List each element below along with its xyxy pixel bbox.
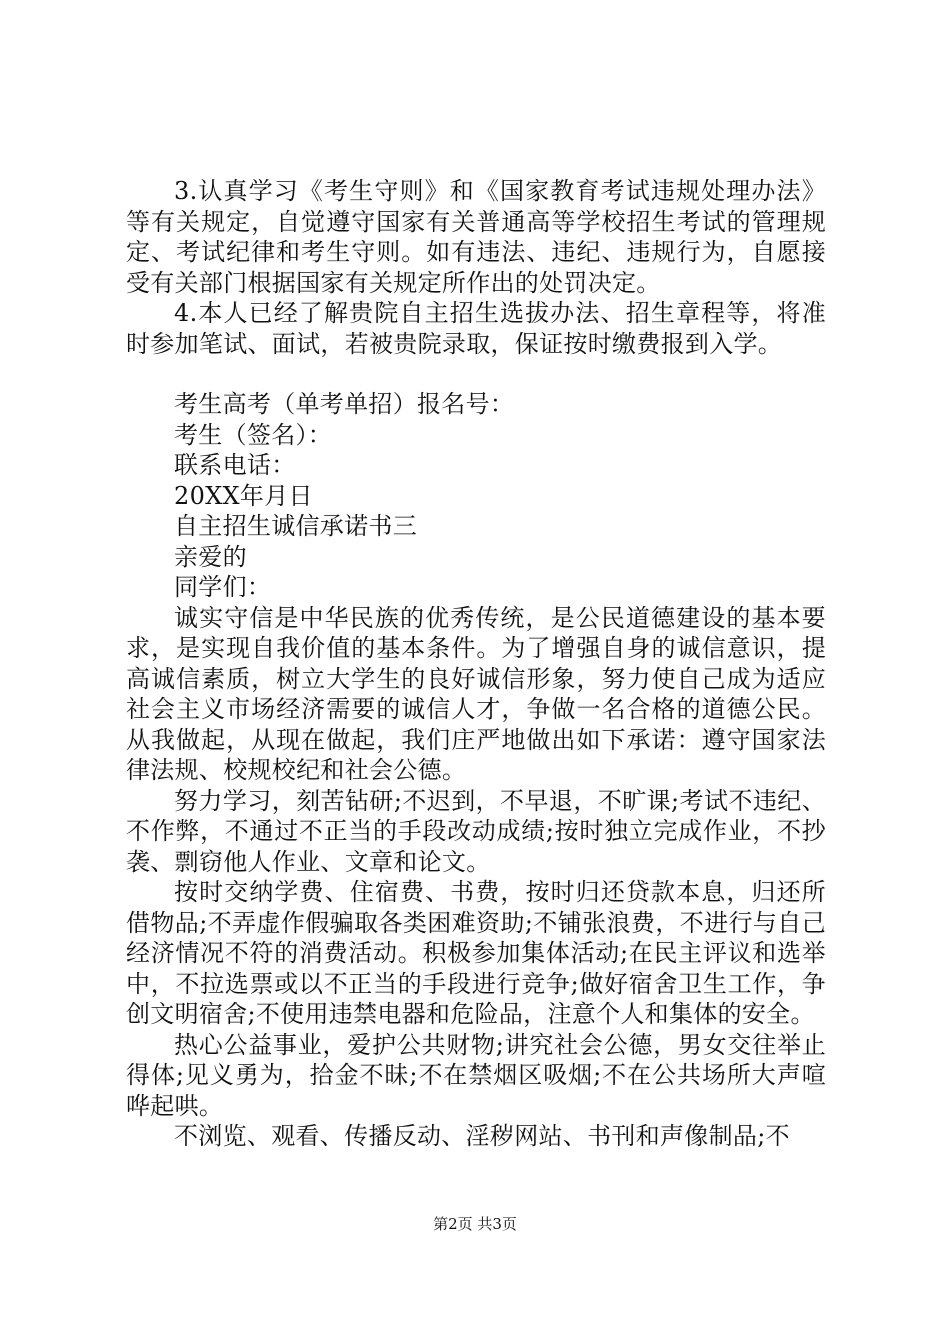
paragraph-study: 努力学习，刻苦钻研;不迟到，不早退，不旷课;考试不违纪、不作弊，不通过不正当的手段改动成绩;按时独立完成作业，不抄袭、剽窃他人作业、文章和论文。 (126, 786, 826, 876)
page-number: 第2页 共3页 (433, 1215, 517, 1233)
paragraph-integrity-intro: 诚实守信是中华民族的优秀传统，是公民道德建设的基本要求，是实现自我价值的基本条件。为了增强自身的诚信意识，提高诚信素质，树立大学生的良好诚信形象，努力使自己成为适应社会主义市场经济需要的诚信人才，争做一名合格的道德公民。从我做起，从现在做起，我们庄严地做出如下承诺：遵守国家法律法规、校规校纪和社会公德。 (126, 603, 826, 784)
paragraph-internet: 不浏览、观看、传播反动、淫秽网站、书刊和声像制品;不 (174, 1122, 790, 1150)
section-title: 自主招生诚信承诺书三 (174, 512, 417, 540)
signature-label: 考生（签名）： (174, 420, 333, 449)
salutation-line-1: 亲爱的 (174, 542, 247, 571)
date-line: 20XX年月日 (174, 481, 313, 510)
phone-label: 联系电话： (174, 451, 296, 479)
paragraph-public-welfare: 热心公益事业，爱护公共财物;讲究社会公德，男女交往举止得体;见义勇为，拾金不昧;不在禁烟区吸烟;不在公共场所大声喧哗起哄。 (126, 1030, 826, 1120)
registration-number-label: 考生高考（单考单招）报名号： (174, 390, 515, 418)
document-body (126, 176, 826, 1152)
paragraph-gap (126, 359, 826, 389)
salutation-line-2: 同学们： (174, 573, 272, 601)
paragraph-item-3: 3.认真学习《考生守则》和《国家教育考试违规处理办法》等有关规定，自觉遵守国家有关普通高等学校招生考试的管理规定、考试纪律和考生守则。如有违法、违纪、违规行为，自愿接受有关部门根据国家有关规定所作出的处罚决定。 (126, 177, 826, 297)
paragraph-item-4: 4.本人已经了解贵院自主招生选拔办法、招生章程等，将准时参加笔试、面试，若被贵院录取，保证按时缴费报到入学。 (126, 299, 826, 358)
paragraph-fees: 按时交纳学费、住宿费、书费，按时归还贷款本息，归还所借物品;不弄虚作假骗取各类困难资助;不铺张浪费，不进行与自己经济情况不符的消费活动。积极参加集体活动;在民主评议和选举中，不拉选票或以不正当的手段进行竞争;做好宿舍卫生工作，争创文明宿舍;不使用违禁电器和危险品，注意个人和集体的安全。 (126, 878, 826, 1028)
